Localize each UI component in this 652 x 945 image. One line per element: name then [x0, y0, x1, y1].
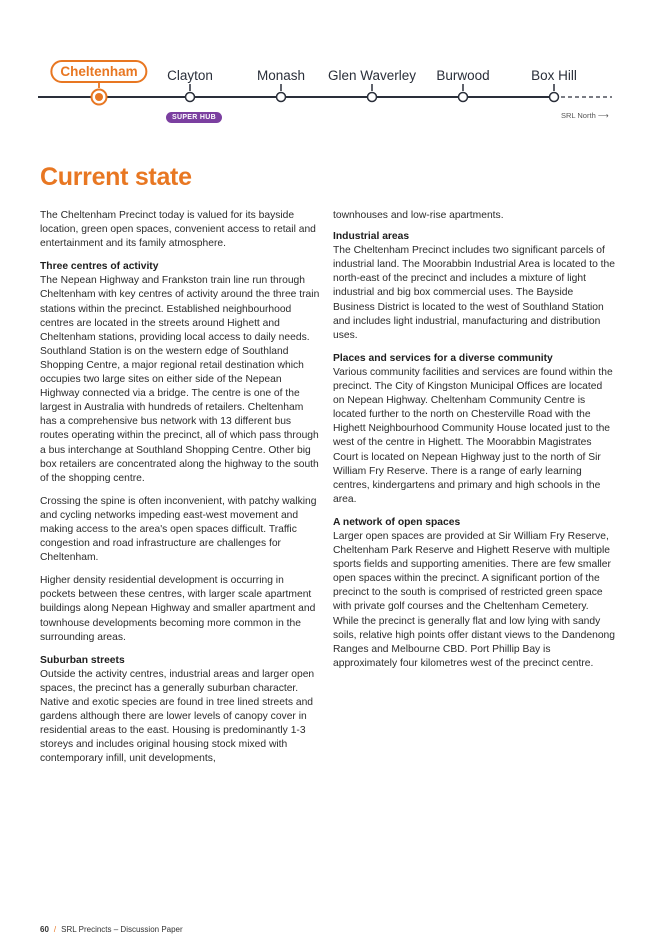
- route-diagram: [0, 0, 652, 135]
- section-title-three-centres: Three centres of activity: [40, 261, 159, 273]
- station-node-cheltenham-inner: [95, 93, 103, 101]
- direction-label: SRL North ⟶: [561, 111, 609, 120]
- station-label-glen-waverley: Glen Waverley: [327, 68, 417, 83]
- intro-paragraph: The Cheltenham Precinct today is valued for its bayside location, green open spaces, convenient access to retail and entertainment and its family atmosphere.: [40, 210, 316, 250]
- section-title-industrial-areas: Industrial areas: [333, 231, 410, 243]
- station-label-cheltenham: Cheltenham: [50, 60, 147, 83]
- open-spaces-paragraph: Larger open spaces are provided at Sir William Fry Reserve, Cheltenham Park Reserve and Highett Reserve with multiple sports fields and supporting amenities. There are few smaller open spaces within the precinct. A significant portion of the precinct to the south is comprised of restricted green space with private golf courses and the Cheltenham Cemetery. While the precinct is generally flat and low lying with sandy soils, relative high points offer distant views to the Dandenong Ranges and Melbourne CBD. Port Phillip Bay is approximately four kilometres west of the precinct centre.: [333, 530, 615, 669]
- three-centres-paragraph-1: The Nepean Highway and Frankston train line run through Cheltenham with key centres of activity around the three train stations within the precinct. Established neighbourhood centres are located in the streets around Highett and Cheltenham stations, providing local access to daily needs. Southland Station is on the western edge of Southland Shopping Centre, a major regional retail destination which occupies two large sites on either side of the Nepean Highway connected via a bridge. The centre is one of the largest in Australia with hundreds of retailers. Cheltenham has a comprehensive bus network with 13 different bus routes operating within the precinct, all of which pass through a bus interchange at Southland Shopping Centre. Other big box retailers are concentrated along the highway to the south of the shopping centre.: [40, 275, 320, 484]
- section-title-open-spaces: A network of open spaces: [333, 516, 461, 528]
- station-node-box-hill: [550, 84, 559, 102]
- three-centres-paragraph-3: Higher density residential development is occurring in pockets between these centres, with larger scale apartment buildings along Nepean Highway and smaller apartment and townhouse developments becoming more common in the surrounding areas.: [40, 575, 316, 643]
- left-column: [40, 209, 322, 775]
- station-label-box-hill: Box Hill: [531, 68, 577, 83]
- right-column: [333, 209, 615, 680]
- section-title-places-services: Places and services for a diverse community: [333, 352, 553, 364]
- three-centres-paragraph-2: Crossing the spine is often inconvenient, with patchy walking and cycling networks impeding east-west movement and making access to the area's open spaces difficult. Traffic congestion and road infrastructure are challenges for Cheltenham.: [40, 495, 317, 564]
- page-title: Current state: [40, 163, 192, 191]
- section-title-suburban-streets: Suburban streets: [40, 654, 125, 666]
- super-hub-badge: SUPER HUB: [166, 112, 222, 123]
- footer-separator: /: [53, 925, 57, 934]
- places-services-paragraph: Various community facilities and services are found within the precinct. The City of Kingston Municipal Offices are located on Nepean Highway. Cheltenham Community Centre is located further to the north on Chesterville Road with the Highett Neighbourhood Community House located just to the west of the centre in Highett. The Moorabbin Magistrates Court is located on Nepean Highway just to the north of Sir William Fry Reserve. There is a range of early learning centres, kindergartens and primary and high schools in the area.: [333, 366, 613, 505]
- station-label-clayton: Clayton: [167, 68, 213, 83]
- suburban-streets-paragraph: Outside the activity centres, industrial areas and larger open spaces, the precinct has a generally suburban character. Native and exotic species are found in tree lined streets and gardens although there are lower levels of canopy cover in residential areas to the east. Housing is predominantly 1-3 storeys and includes original housing stock mixed with contemporary infill, unit developments,: [40, 668, 315, 765]
- industrial-areas-paragraph: The Cheltenham Precinct includes two significant parcels of industrial land. The Moorabbin Industrial Area is located to the north-east of the precinct and includes a mixture of light industrial and big box commercial uses. The Bayside Business District is located to the west of Southland Station and includes light industrial, manufacturing and distribution uses.: [333, 245, 615, 341]
- station-node-monash: [277, 84, 286, 102]
- station-node-clayton: [186, 84, 195, 102]
- page-footer: [40, 925, 183, 934]
- station-label-monash: Monash: [256, 68, 306, 83]
- document-title: SRL Precincts – Discussion Paper: [61, 925, 183, 934]
- page-number: 60: [40, 925, 49, 934]
- station-node-burwood: [459, 84, 468, 102]
- station-label-burwood: Burwood: [436, 68, 490, 83]
- continued-paragraph: townhouses and low-rise apartments.: [333, 210, 504, 221]
- station-node-glen-waverley: [368, 84, 377, 102]
